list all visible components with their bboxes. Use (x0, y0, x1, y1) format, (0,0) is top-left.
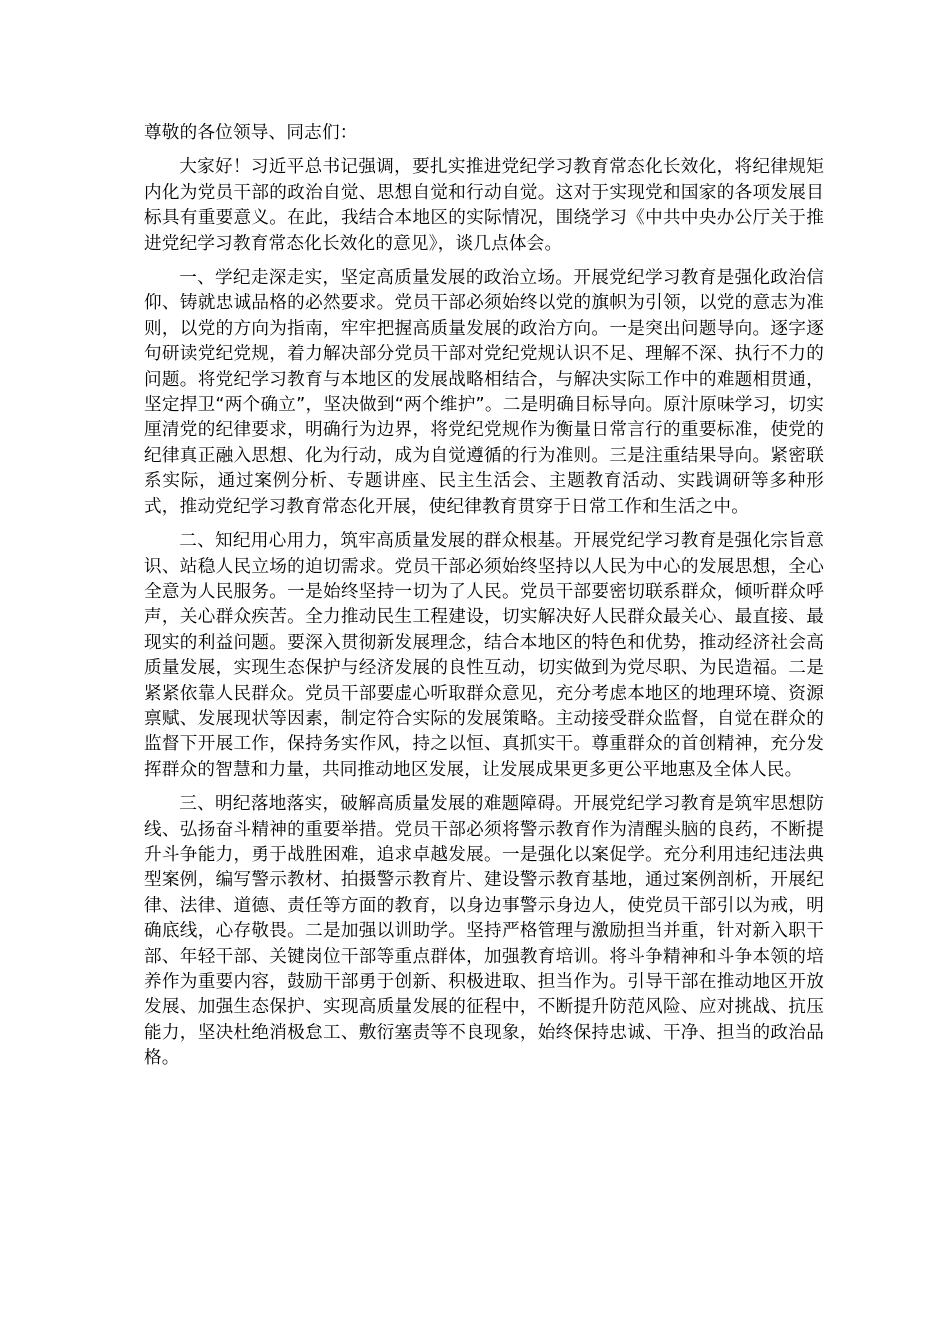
paragraph-intro: 大家好！习近平总书记强调，要扎实推进党纪学习教育常态化长效化，将纪律规矩内化为党员干部的政治自觉、思想自觉和行动自觉。这对于实现党和国家的各项发展目标具有重要意义。在此，我结合本地区的实际情况，围绕学习《中共中央办公厅关于推进党纪学习教育常态化长效化的意见》，谈几点体会。 (144, 157, 824, 254)
paragraph-section-three: 三、明纪落地落实，破解高质量发展的难题障碍。开展党纪学习教育是筑牢思想防线、弘扬奋斗精神的重要举措。党员干部必须将警示教育作为清醒头脑的良药，不断提升斗争能力，勇于战胜困难，追求卓越发展。一是强化以案促学。充分利用违纪违法典型案例，编写警示教材、拍摄警示教育片、建设警示教育基地，通过案例剖析，开展纪律、法律、道德、责任等方面的教育，以身边事警示身边人，使党员干部引以为戒，明确底线，心存敬畏。二是加强以训助学。坚持严格管理与激励担当并重，针对新入职干部、年轻干部、关键岗位干部等重点群体，加强教育培训。将斗争精神和斗争本领的培养作为重要内容，鼓励干部勇于创新、积极进取、担当作为。引导干部在推动地区开放发展、加强生态保护、实现高质量发展的征程中，不断提升防范风险、应对挑战、抗压能力，坚决杜绝消极怠工、敷衍塞责等不良现象，始终保持忠诚、干净、担当的政治品格。 (144, 794, 824, 1069)
paragraph-section-two: 二、知纪用心用力，筑牢高质量发展的群众根基。开展党纪学习教育是强化宗旨意识、站稳人民立场的迫切需求。党员干部必须始终坚持以人民为中心的发展思想，全心全意为人民服务。一是始终坚持一切为了人民。党员干部要密切联系群众，倾听群众呼声，关心群众疾苦。全力推动民生工程建设，切实解决好人民群众最关心、最直接、最现实的利益问题。要深入贯彻新发展理念，结合本地区的特色和优势，推动经济社会高质量发展，实现生态保护与经济发展的良性互动，切实做到为党尽职、为民造福。二是紧紧依靠人民群众。党员干部要虚心听取群众意见，充分考虑本地区的地理环境、资源禀赋、发展现状等因素，制定符合实际的发展策略。主动接受群众监督，自觉在群众的监督下开展工作，保持务实作风，持之以恒、真抓实干。尊重群众的首创精神，充分发挥群众的智慧和力量，共同推动地区发展，让发展成果更多更公平地惠及全体人民。 (144, 531, 824, 780)
salutation: 尊敬的各位领导、同志们： (144, 123, 358, 143)
document-body (144, 121, 824, 1081)
paragraph-section-one: 一、学纪走深走实，坚定高质量发展的政治立场。开展党纪学习教育是强化政治信仰、铸就忠诚品格的必然要求。党员干部必须始终以党的旗帜为引领，以党的意志为准则，以党的方向为指南，牢牢把握高质量发展的政治方向。一是突出问题导向。逐字逐句研读党纪党规，着力解决部分党员干部对党纪党规认识不足、理解不深、执行不力的问题。将党纪学习教育与本地区的发展战略相结合，与解决实际工作中的难题相贯通，坚定捍卫“两个确立”，坚决做到“两个维护”。二是明确目标导向。原汁原味学习，切实厘清党的纪律要求，明确行为边界，将党纪党规作为衡量日常言行的重要标准，使党的纪律真正融入思想、化为行动，成为自觉遵循的行为准则。三是注重结果导向。紧密联系实际，通过案例分析、专题讲座、民主生活会、主题教育活动、实践调研等多种形式，推动党纪学习教育常态化开展，使纪律教育贯穿于日常工作和生活之中。 (144, 268, 824, 517)
